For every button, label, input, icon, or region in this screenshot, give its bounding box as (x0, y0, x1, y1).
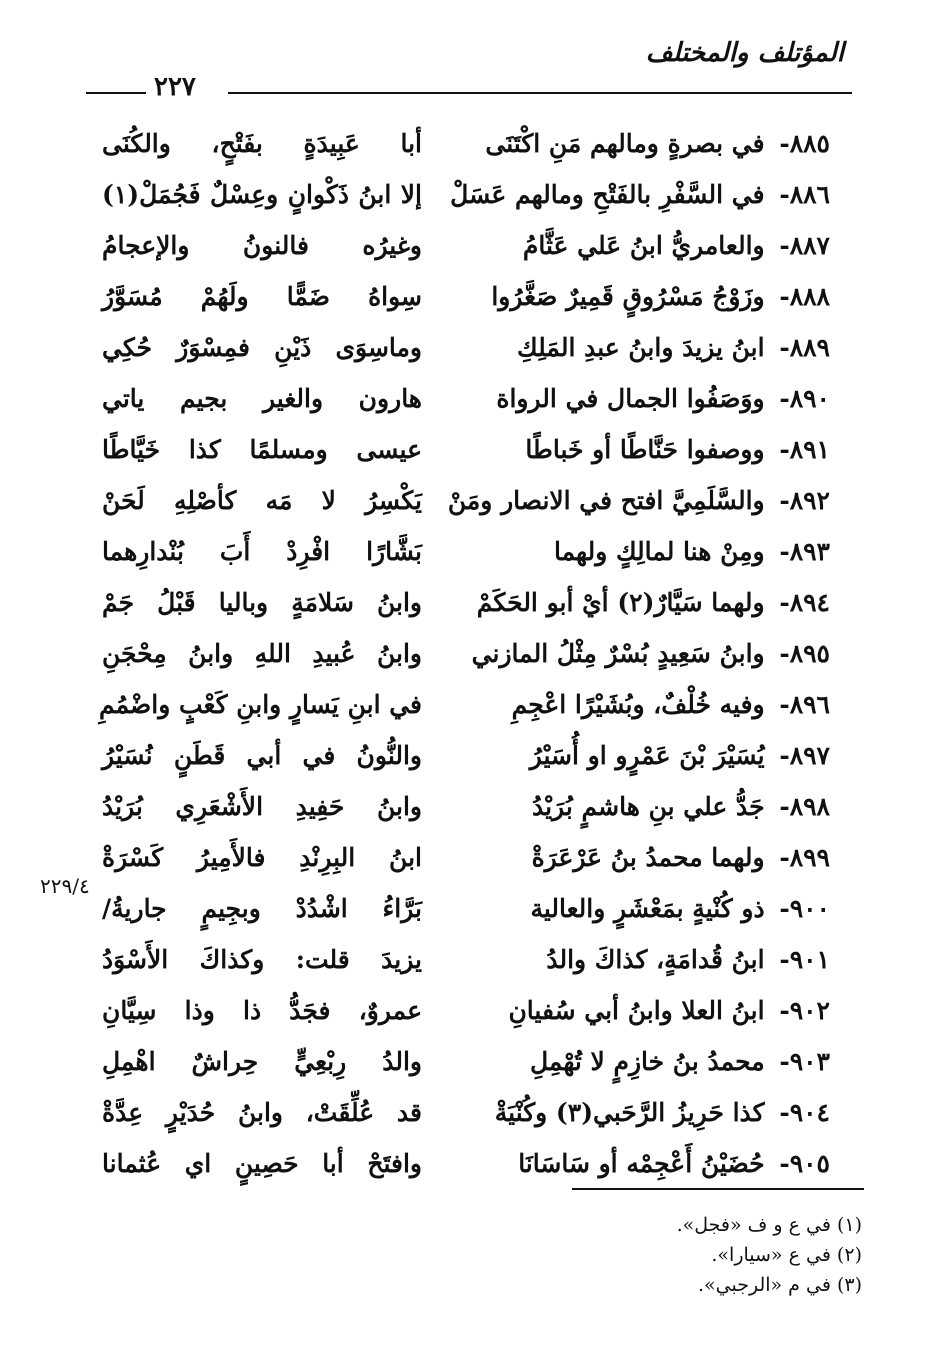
verse-first-hemistich (470, 1149, 830, 1178)
verse-first-text: ابنُ يزيدَ وابنُ عبدِ المَلِكِ (517, 333, 765, 362)
verse-second-hemistich: وماسِوَى ذَيْنِ فمِسْوَرٌ حُكِي (102, 333, 422, 362)
verse-second-hemistich: هارون والغير بجيم ياتي (102, 384, 422, 413)
verse-first-hemistich (470, 588, 830, 617)
verse-first-hemistich (470, 1047, 830, 1076)
verse-row (100, 832, 830, 883)
running-header-title: المؤتلف والمختلف (645, 38, 844, 68)
verse-second-hemistich: عيسى ومسلمًا كذا خَيَّاطًا (102, 435, 422, 464)
verse-number: ٨٨٨- (779, 282, 830, 311)
verse-row (100, 271, 830, 322)
verse-first-text: ومِنْ هنا لمالِكٍ ولهما (553, 537, 765, 566)
verse-row (100, 373, 830, 424)
verse-first-text: في بصرةٍ ومالهم مَنِ اكْتَنَى (485, 129, 765, 158)
verse-row (100, 424, 830, 475)
verse-first-hemistich (470, 741, 830, 770)
footnote: (٢) في ع «سيارا». (711, 1244, 862, 1266)
verse-first-hemistich (470, 894, 830, 923)
verse-row (100, 883, 830, 934)
verse-number: ٨٩٣- (779, 537, 830, 566)
verse-second-hemistich: وغيرُه فالنونُ والإعجامُ (102, 231, 422, 260)
verse-second-hemistich: يَكْسِرُ لا مَه كأصْلِهِ لَحَنْ (102, 486, 422, 515)
verse-second-hemistich: في ابنِ يَسارٍ وابنِ كَعْبٍ واضْمُمِ (98, 690, 422, 719)
footnote: (٣) في م «الرجبي». (697, 1274, 862, 1296)
verse-second-hemistich: والدُ رِبْعِيٍّ حِراشٌ اهْمِلِ (102, 1047, 422, 1076)
verse-first-hemistich (470, 384, 830, 413)
verse-second-hemistich: والنُّونُ في أبي قَطَنٍ نُسَيْرُ (102, 741, 422, 770)
verse-number: ٨٨٩- (779, 333, 830, 362)
verse-number: ٨٨٦- (779, 180, 830, 209)
verse-row (100, 934, 830, 985)
verse-second-hemistich: إلا ابنُ ذَكْوانٍ وعِسْلٌ فَجُمَلْ(١) (102, 180, 422, 209)
verse-first-hemistich (470, 435, 830, 464)
verse-row (100, 322, 830, 373)
verse-number: ٨٩٧- (779, 741, 830, 770)
verse-first-text: حُضَيْنُ أَعْجِمْه أو سَاسَانَا (518, 1149, 765, 1178)
verse-row (100, 220, 830, 271)
verse-first-text: ولهما سَيَّارٌ(٢) أيْ أبو الحَكَمْ (476, 588, 765, 617)
verse-first-text: والعامريُّ ابنُ عَلي عَثَّامُ (522, 231, 765, 260)
page-number: ٢٢٧ (154, 72, 196, 102)
verse-first-hemistich (470, 231, 830, 260)
verse-first-hemistich (470, 333, 830, 362)
verse-number: ٩٠٣- (779, 1047, 830, 1076)
verse-second-hemistich: قد عُلِّقَتْ، وابنُ حُدَيْرٍ عِدَّةْ (102, 1098, 422, 1127)
verse-first-text: ووصفوا حَنَّاطًا أو خَباطًا (525, 435, 765, 464)
verse-first-hemistich (470, 282, 830, 311)
verse-row (100, 577, 830, 628)
verse-second-hemistich: وابنُ حَفِيدِ الأَشْعَرِي بُرَيْدُ (102, 792, 422, 821)
verse-first-hemistich (470, 843, 830, 872)
verse-first-text: في السَّفْرِ بالفَتْحِ ومالهم عَسَلْ (450, 180, 765, 209)
verse-number: ٨٨٧- (779, 231, 830, 260)
verse-second-hemistich: أبا عَبِيدَةٍ بفَتْحٍ، والكُنَى (102, 129, 422, 158)
verse-number: ٩٠٥- (779, 1149, 830, 1178)
footnote-rule (572, 1188, 864, 1190)
verse-number: ٨٨٥- (779, 129, 830, 158)
verse-first-text: ووَصَفُوا الجمال في الرواة (496, 384, 765, 413)
footnote: (١) في ع و ف «فجل». (676, 1214, 862, 1236)
verse-first-hemistich (470, 639, 830, 668)
verse-number: ٨٩٤- (779, 588, 830, 617)
verse-second-hemistich: وافتَحْ أبا حَصِينٍ اي عُثمانا (102, 1149, 422, 1178)
verse-first-text: ولهما محمدُ بنُ عَرْعَرَةْ (531, 843, 765, 872)
verse-first-hemistich (470, 792, 830, 821)
verse-first-text: وابنُ سَعِيدٍ بُسْرٌ مِثْلُ المازني (471, 639, 765, 668)
verse-number: ٩٠٠- (779, 894, 830, 923)
verse-first-text: يُسَيْرَ بْنَ عَمْرٍو او أُسَيْرُ (529, 741, 765, 770)
verse-first-hemistich (470, 129, 830, 158)
verse-first-hemistich (470, 945, 830, 974)
verse-list (100, 118, 830, 1189)
verse-number: ٨٩٥- (779, 639, 830, 668)
verse-number: ٨٩١- (779, 435, 830, 464)
verse-first-hemistich (470, 537, 830, 566)
verse-first-hemistich (447, 486, 830, 515)
verse-first-hemistich (470, 690, 830, 719)
verse-row (100, 1138, 830, 1189)
verse-number: ٨٩٢- (779, 486, 830, 515)
verse-row (100, 781, 830, 832)
verse-second-hemistich: عمروٌ، فجَدُّ ذا وذا سِيَّانِ (102, 996, 422, 1025)
verse-second-hemistich: وابنُ سَلامَةٍ وباليا قَبْلُ جَمْ (102, 588, 422, 617)
verse-row (100, 1087, 830, 1138)
verse-second-hemistich: سِواهُ ضَمًّا ولَهُمْ مُسَوَّرُ (102, 282, 422, 311)
verse-second-hemistich: ابنُ البِرِنْدِ فالأَمِيرُ كَسْرَةْ (102, 843, 422, 872)
verse-first-text: وزَوْجُ مَسْرُوقٍ قَمِيرٌ صَغَّرُوا (491, 282, 765, 311)
verse-row (100, 169, 830, 220)
verse-first-hemistich (450, 180, 830, 209)
verse-first-text: وفيه خُلْفٌ، وبُشَيْرًا اعْجِمِ (511, 690, 765, 719)
verse-number: ٨٩٩- (779, 843, 830, 872)
verse-row (100, 1036, 830, 1087)
verse-number: ٨٩٠- (779, 384, 830, 413)
verse-first-hemistich (470, 996, 830, 1025)
verse-second-hemistich: يزيدَ قلت: وكذاكَ الأَسْوَدُ (102, 945, 422, 974)
header-rule (228, 92, 852, 94)
verse-first-text: ذو كُنْيةٍ بمَعْشَرٍ والعالية (530, 894, 765, 923)
verse-number: ٩٠١- (779, 945, 830, 974)
page-number-rule (86, 92, 146, 94)
verse-first-text: ابنُ العلا وابنُ أبي سُفيانِ (508, 996, 765, 1025)
verse-second-hemistich: بَرَّاءُ اشْدُدْ وبجِيمٍ جاريةُ/ (102, 894, 422, 923)
verse-number: ٩٠٢- (779, 996, 830, 1025)
verse-second-hemistich: وابنُ عُبيدِ اللهِ وابنُ مِحْجَنِ (102, 639, 422, 668)
verse-number: ٨٩٨- (779, 792, 830, 821)
verse-row (100, 679, 830, 730)
verse-number: ٨٩٦- (779, 690, 830, 719)
verse-second-hemistich: بَشَّارًا افْرِدْ أَبَ بُنْدارِهما (102, 537, 422, 566)
verse-first-text: والسَّلَمِيَّ افتح في الانصار ومَنْ (447, 486, 765, 515)
verse-row (100, 730, 830, 781)
verse-first-text: محمدُ بنُ خازِمٍ لا تُهْمِلِ (529, 1047, 765, 1076)
verse-first-text: ابنُ قُدامَةٍ، كذاكَ والدُ (546, 945, 765, 974)
verse-row (100, 526, 830, 577)
verse-number: ٩٠٤- (779, 1098, 830, 1127)
verse-first-text: جَدُّ علي بنِ هاشمٍ بُرَيْدُ (531, 792, 765, 821)
verse-row (100, 628, 830, 679)
verse-first-hemistich (470, 1098, 830, 1127)
margin-reference: ٢٢٩/٤ (40, 874, 90, 898)
verse-row (100, 118, 830, 169)
verse-first-text: كذا حَرِيزُ الرَّحَبي(٣) وكُنْيَةْ (494, 1098, 765, 1127)
verse-row (100, 985, 830, 1036)
verse-row (100, 475, 830, 526)
footnotes (362, 1210, 862, 1300)
